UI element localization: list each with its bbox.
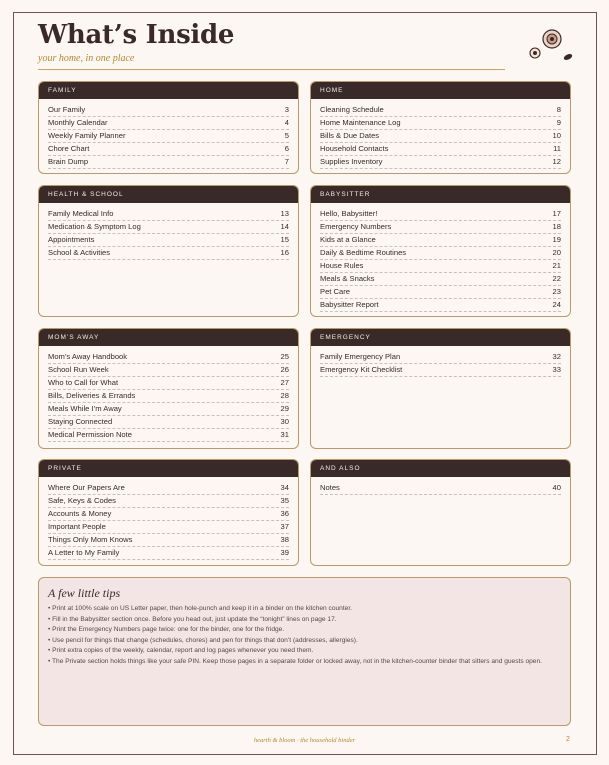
toc-entry-label: Medical Permission Note	[48, 430, 132, 439]
toc-entry-page: 39	[280, 548, 289, 557]
section-title: HOME	[311, 82, 570, 99]
toc-entry-label: Accounts & Money	[48, 509, 112, 518]
toc-entry-label: Notes	[320, 483, 340, 492]
toc-entry	[320, 117, 561, 130]
section-home	[310, 81, 571, 174]
section-title: AND ALSO	[311, 460, 570, 477]
toc-entry-page: 21	[552, 261, 561, 270]
toc-entry-page: 37	[280, 522, 289, 531]
section-title: BABYSITTER	[311, 186, 570, 203]
toc-entry-label: Bills & Due Dates	[320, 131, 380, 140]
toc-entry-label: Monthly Calendar	[48, 118, 108, 127]
toc-entry-page: 12	[552, 157, 561, 166]
toc-entry-page: 15	[280, 235, 289, 244]
toc-entry	[48, 351, 289, 364]
toc-entry-page: 34	[280, 483, 289, 492]
tips-box	[38, 577, 571, 726]
tip-item: • The Private section holds things like your safe PIN. Keep those pages in a separate folder or locked away, not in the kitchen-counter binder that sitters and guests open.	[48, 657, 542, 665]
section-title: FAMILY	[39, 82, 298, 99]
toc-entry	[320, 234, 561, 247]
toc-entry-label: Things Only Mom Knows	[48, 535, 133, 544]
section-and-also	[310, 459, 571, 566]
tip-item: • Print at 100% scale on US Letter paper, then hole-punch and keep it in a binder on the kitchen counter.	[48, 605, 352, 612]
toc-entry-label: Supplies Inventory	[320, 157, 383, 166]
toc-entry	[48, 208, 289, 221]
toc-entry-page: 6	[284, 144, 289, 153]
toc-entry-page: 27	[280, 378, 289, 387]
toc-entry-label: Weekly Family Planner	[48, 131, 126, 140]
toc-entry-label: House Rules	[320, 261, 364, 270]
toc-entry-label: Household Contacts	[320, 144, 389, 153]
page-subtitle: your home, in one place	[38, 53, 135, 64]
toc-entry-page: 25	[280, 352, 289, 361]
toc-entry-page: 32	[552, 352, 561, 361]
toc-entry-label: School Run Week	[48, 365, 109, 374]
toc-list	[39, 99, 298, 169]
tips-list	[48, 604, 561, 668]
page-title: What’s Inside	[38, 20, 235, 50]
toc-entry-label: Emergency Numbers	[320, 222, 392, 231]
flower-ornament-icon	[526, 26, 576, 66]
toc-entry-page: 24	[552, 300, 561, 309]
toc-entry	[48, 429, 289, 442]
toc-entry-page: 23	[552, 287, 561, 296]
toc-entry-label: School & Activities	[48, 248, 111, 257]
toc-entry	[320, 351, 561, 364]
toc-entry-page: 18	[552, 222, 561, 231]
section-title: PRIVATE	[39, 460, 298, 477]
toc-entry-page: 31	[280, 430, 289, 439]
section-emergency	[310, 328, 571, 449]
toc-entry	[320, 143, 561, 156]
title-divider	[38, 69, 505, 70]
toc-entry	[320, 273, 561, 286]
toc-entry	[320, 208, 561, 221]
toc-entry-page: 9	[556, 118, 561, 127]
toc-entry	[48, 117, 289, 130]
toc-entry-label: Who to Call for What	[48, 378, 119, 387]
toc-entry	[320, 221, 561, 234]
toc-entry	[320, 104, 561, 117]
toc-entry-page: 11	[553, 144, 561, 153]
toc-entry	[48, 234, 289, 247]
toc-entry-page: 8	[556, 105, 561, 114]
toc-list	[311, 477, 570, 495]
toc-entry-label: Emergency Kit Checklist	[320, 365, 403, 374]
toc-entry	[48, 521, 289, 534]
toc-entry-label: Meals & Snacks	[320, 274, 375, 283]
toc-list	[39, 203, 298, 260]
toc-list	[311, 346, 570, 377]
tip-item: • Print extra copies of the weekly, calendar, report and log pages whenever you need them.	[48, 647, 314, 655]
section-babysitter	[310, 185, 571, 317]
toc-entry-label: Home Maintenance Log	[320, 118, 401, 127]
toc-entry-label: Where Our Papers Are	[48, 483, 125, 492]
toc-entry-label: Appointments	[48, 235, 95, 244]
toc-list	[39, 477, 298, 560]
toc-entry	[320, 247, 561, 260]
toc-entry-page: 30	[280, 417, 289, 426]
toc-entry-label: Pet Care	[320, 287, 350, 296]
toc-entry	[48, 547, 289, 560]
tip-item: • Use pencil for things that change (schedules, chores) and pen for things that don’t (addresses, allergies).	[48, 636, 358, 644]
toc-entry-page: 28	[280, 391, 289, 400]
toc-entry-label: Chore Chart	[48, 144, 90, 153]
toc-entry	[48, 221, 289, 234]
toc-entry-page: 10	[552, 131, 561, 140]
toc-entry-label: A Letter to My Family	[48, 548, 120, 557]
toc-entry-page: 33	[552, 365, 561, 374]
toc-entry	[48, 143, 289, 156]
section-moms-away	[38, 328, 299, 449]
tips-heading: A few little tips	[48, 586, 121, 600]
toc-entry	[48, 390, 289, 403]
toc-list	[311, 203, 570, 312]
toc-entry-label: Brain Dump	[48, 157, 89, 166]
toc-entry-label: Bills, Deliveries & Errands	[48, 391, 136, 400]
toc-entry-label: Meals While I’m Away	[48, 404, 122, 413]
footer-text: hearth & bloom · the household binder	[253, 737, 356, 744]
section-title: MOM’S AWAY	[39, 329, 298, 346]
toc-entry-label: Important People	[48, 522, 106, 531]
toc-entry-page: 13	[280, 209, 289, 218]
toc-entry	[48, 364, 289, 377]
toc-entry	[48, 377, 289, 390]
toc-entry-page: 26	[280, 365, 289, 374]
toc-entry	[48, 247, 289, 260]
toc-entry	[48, 156, 289, 169]
tip-item: • Print the Emergency Numbers page twice: one for the binder, one for the fridge.	[48, 626, 285, 634]
toc-entry-page: 5	[284, 131, 289, 140]
toc-entry-page: 20	[552, 248, 561, 257]
toc-entry	[48, 495, 289, 508]
toc-entry-page: 22	[552, 274, 561, 283]
toc-entry-page: 29	[280, 404, 289, 413]
toc-entry-page: 3	[284, 105, 289, 114]
toc-entry-page: 38	[280, 535, 289, 544]
section-private	[38, 459, 299, 566]
toc-entry-page: 35	[280, 496, 289, 505]
toc-entry	[48, 482, 289, 495]
toc-entry-page: 36	[280, 509, 289, 518]
toc-entry-label: Daily & Bedtime Routines	[320, 248, 407, 257]
toc-entry	[48, 130, 289, 143]
toc-entry-label: Our Family	[48, 105, 86, 114]
toc-list	[311, 99, 570, 169]
section-health-school	[38, 185, 299, 317]
toc-list	[39, 346, 298, 442]
toc-entry	[48, 104, 289, 117]
toc-entry-label: Safe, Keys & Codes	[48, 496, 116, 505]
toc-entry	[320, 299, 561, 312]
toc-entry-label: Medication & Symptom Log	[48, 222, 141, 231]
toc-entry-page: 14	[280, 222, 289, 231]
toc-entry-page: 40	[552, 483, 561, 492]
section-title: EMERGENCY	[311, 329, 570, 346]
toc-entry	[48, 508, 289, 521]
toc-entry-label: Kids at a Glance	[320, 235, 376, 244]
toc-entry-label: Staying Connected	[48, 417, 113, 426]
toc-entry	[48, 534, 289, 547]
toc-entry-label: Family Emergency Plan	[320, 352, 401, 361]
toc-entry-label: Mom’s Away Handbook	[48, 352, 128, 361]
toc-entry-label: Hello, Babysitter!	[320, 209, 378, 218]
section-title: HEALTH & SCHOOL	[39, 186, 298, 203]
toc-entry-label: Babysitter Report	[320, 300, 379, 309]
toc-entry-label: Family Medical Info	[48, 209, 114, 218]
toc-entry-page: 16	[280, 248, 289, 257]
toc-entry	[320, 130, 561, 143]
page-number: 2	[566, 736, 570, 743]
toc-entry	[320, 364, 561, 377]
tip-item: • Fill in the Babysitter section once. Before you head out, just update the “tonight” lines on page 17.	[48, 615, 337, 623]
toc-entry	[320, 260, 561, 273]
toc-entry-page: 4	[284, 118, 289, 127]
toc-entry	[48, 403, 289, 416]
toc-entry-page: 19	[552, 235, 561, 244]
toc-entry	[320, 286, 561, 299]
toc-entry	[48, 416, 289, 429]
toc-entry-label: Cleaning Schedule	[320, 105, 384, 114]
section-family	[38, 81, 299, 174]
toc-entry-page: 17	[552, 209, 561, 218]
toc-entry-page: 7	[284, 157, 289, 166]
toc-entry	[320, 156, 561, 169]
toc-entry	[320, 482, 561, 495]
